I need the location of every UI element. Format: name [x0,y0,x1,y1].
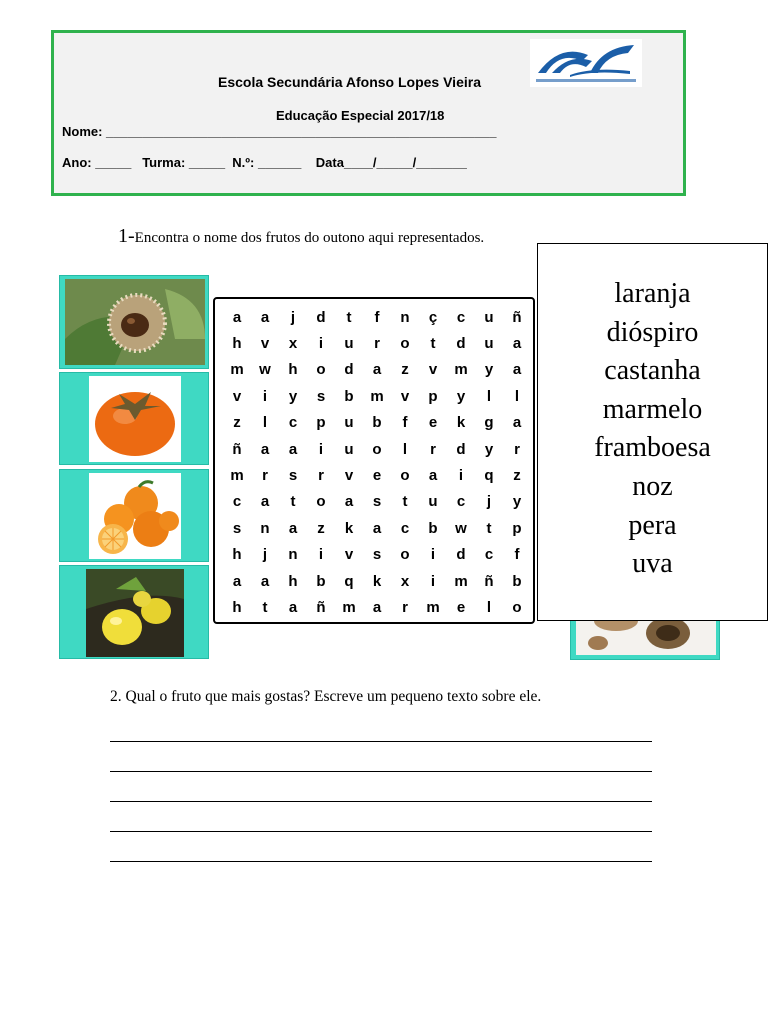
grid-letter: l [486,598,492,616]
grid-letter: ñ [232,440,242,458]
word-list-item: pera [628,509,677,541]
grid-letter: d [456,440,466,458]
oranges-photo [59,469,209,562]
grid-letter: o [316,493,326,511]
grid-letter: t [346,308,352,326]
grid-letter: m [230,467,244,485]
grid-letter: i [318,546,324,564]
grid-letter: j [262,546,268,564]
grid-letter: l [402,440,408,458]
word-list [538,275,767,584]
grid-letter: y [288,387,298,405]
grid-letter: t [430,335,436,353]
grid-letter: p [512,519,522,537]
answer-line[interactable] [110,801,652,802]
grid-letter: c [456,308,466,326]
grid-letter: a [372,361,382,379]
grid-letter: a [260,308,270,326]
grid-letter: v [232,387,242,405]
grid-letter: c [288,414,298,432]
grid-letter: c [456,493,466,511]
grid-letter: l [486,387,492,405]
grid-letter: a [372,598,382,616]
grid-letter: i [318,335,324,353]
grid-letter: r [402,598,408,616]
grid-letter: r [514,440,520,458]
grid-letter: a [232,572,242,590]
grid-letter: m [370,387,384,405]
grid-letter: z [233,414,241,432]
word-list-item: marmelo [602,393,703,425]
grid-letter: i [458,467,464,485]
grid-letter: z [513,467,521,485]
grid-letter: v [400,387,410,405]
grid-letter: u [484,335,494,353]
grid-letter: f [402,414,408,432]
word-list-item: noz [632,470,673,502]
word-list-item: framboesa [594,432,711,464]
grid-letter: p [316,414,326,432]
grid-letter: d [316,308,326,326]
grid-letter: r [430,440,436,458]
grid-letter: c [484,546,494,564]
grid-letter: i [262,387,268,405]
answer-line[interactable] [110,741,652,742]
grid-letter: y [484,440,494,458]
grid-letter: t [262,598,268,616]
grid-letter: m [454,361,468,379]
grid-letter: s [372,546,382,564]
grid-letter: b [428,519,438,537]
grid-letter: u [344,440,354,458]
answer-line[interactable] [110,831,652,832]
word-search-table [223,304,531,621]
grid-letter: o [400,467,410,485]
grid-row [223,542,531,568]
school-logo [530,39,642,87]
grid-letter: a [288,440,298,458]
grid-row [223,568,531,594]
grid-letter: s [372,493,382,511]
grid-letter: n [288,546,298,564]
word-list-item: dióspiro [606,316,699,348]
grid-letter: o [372,440,382,458]
grid-letter: x [400,572,410,590]
grid-letter: f [514,546,520,564]
grid-letter: q [484,467,494,485]
grid-letter: k [456,414,466,432]
grid-letter: a [512,335,522,353]
grid-letter: m [426,598,440,616]
grid-letter: b [512,572,522,590]
grid-letter: q [344,572,354,590]
grid-letter: p [428,387,438,405]
grid-letter: u [344,414,354,432]
grid-letter: d [344,361,354,379]
grid-letter: w [259,361,271,379]
grid-letter: u [344,335,354,353]
grid-letter: a [288,598,298,616]
grid-letter: h [232,546,242,564]
grid-row [223,383,531,409]
grid-letter: o [512,598,522,616]
grid-letter: v [428,361,438,379]
name-field: Nome: ______________________________________________________ [62,124,497,139]
grid-letter: b [372,414,382,432]
grid-letter: a [372,519,382,537]
grid-row [223,594,531,620]
grid-letter: ñ [484,572,494,590]
grid-letter: g [484,414,494,432]
grid-letter: y [484,361,494,379]
grid-letter: k [372,572,382,590]
grid-letter: ñ [316,598,326,616]
grid-letter: a [344,493,354,511]
persimmon-photo [59,372,209,465]
grid-letter: s [288,467,298,485]
grid-letter: ç [428,308,438,326]
details-field: Ano: _____ Turma: _____ N.º: ______ Data____/_____/_______ [62,155,467,170]
grid-letter: z [401,361,409,379]
course-year: Educação Especial 2017/18 [276,108,445,123]
word-list-item: laranja [614,278,691,309]
grid-letter: y [512,493,522,511]
question-1-number: 1- [118,225,135,247]
grid-letter: f [374,308,380,326]
grid-letter: a [260,440,270,458]
grid-letter: r [262,467,268,485]
grid-letter: h [288,572,298,590]
grid-letter: h [232,335,242,353]
grid-letter: t [402,493,408,511]
school-name: Escola Secundária Afonso Lopes Vieira [218,74,481,90]
word-list-item: uva [632,548,673,580]
grid-row [223,462,531,488]
grid-letter: c [400,519,410,537]
grid-letter: h [288,361,298,379]
grid-letter: u [428,493,438,511]
grid-row [223,515,531,541]
grid-letter: n [400,308,410,326]
question-1 [118,225,484,248]
grid-letter: m [454,572,468,590]
grid-letter: r [374,335,380,353]
answer-line[interactable] [110,771,652,772]
grid-letter: c [232,493,242,511]
grid-letter: ñ [512,308,522,326]
grid-letter: a [512,414,522,432]
grid-row [223,304,531,330]
grid-row [223,357,531,383]
grid-letter: a [288,519,298,537]
grid-letter: o [316,361,326,379]
grid-letter: i [318,440,324,458]
grid-letter: i [430,546,436,564]
grid-row [223,330,531,356]
grid-letter: j [486,493,492,511]
grid-letter: e [372,467,382,485]
grid-letter: k [344,519,354,537]
quinces-photo [59,565,209,659]
grid-letter: j [290,308,296,326]
grid-letter: l [262,414,268,432]
grid-letter: e [456,598,466,616]
grid-letter: a [260,493,270,511]
grid-letter: a [232,308,242,326]
grid-letter: o [400,335,410,353]
grid-letter: a [260,572,270,590]
grid-letter: a [428,467,438,485]
grid-letter: b [316,572,326,590]
grid-letter: m [342,598,356,616]
grid-letter: l [514,387,520,405]
grid-row [223,489,531,515]
question-1-text: Encontra o nome dos frutos do outono aqui representados. [134,230,485,246]
grid-letter: y [456,387,466,405]
grid-row [223,436,531,462]
grid-letter: d [456,546,466,564]
word-list-item: castanha [604,355,701,387]
answer-line[interactable] [110,861,652,862]
grid-letter: a [512,361,522,379]
grid-letter: x [288,335,298,353]
grid-letter: o [400,546,410,564]
grid-letter: s [232,519,242,537]
grid-letter: d [456,335,466,353]
grid-letter: z [317,519,325,537]
grid-letter: m [230,361,244,379]
grid-letter: i [430,572,436,590]
grid-letter: u [484,308,494,326]
grid-letter: v [260,335,270,353]
grid-letter: b [344,387,354,405]
question-2: 2. Qual o fruto que mais gostas? Escreve um pequeno texto sobre ele. [110,688,542,705]
grid-letter: v [344,467,354,485]
grid-letter: h [232,598,242,616]
grid-letter: t [486,519,492,537]
chestnut-photo [59,275,209,369]
grid-row [223,410,531,436]
grid-letter: r [318,467,324,485]
word-list-box [537,243,768,621]
grid-letter: t [290,493,296,511]
grid-letter: v [344,546,354,564]
grid-letter: s [316,387,326,405]
word-search-grid [213,297,535,624]
grid-letter: n [260,519,270,537]
grid-letter: e [428,414,438,432]
grid-letter: w [455,519,467,537]
